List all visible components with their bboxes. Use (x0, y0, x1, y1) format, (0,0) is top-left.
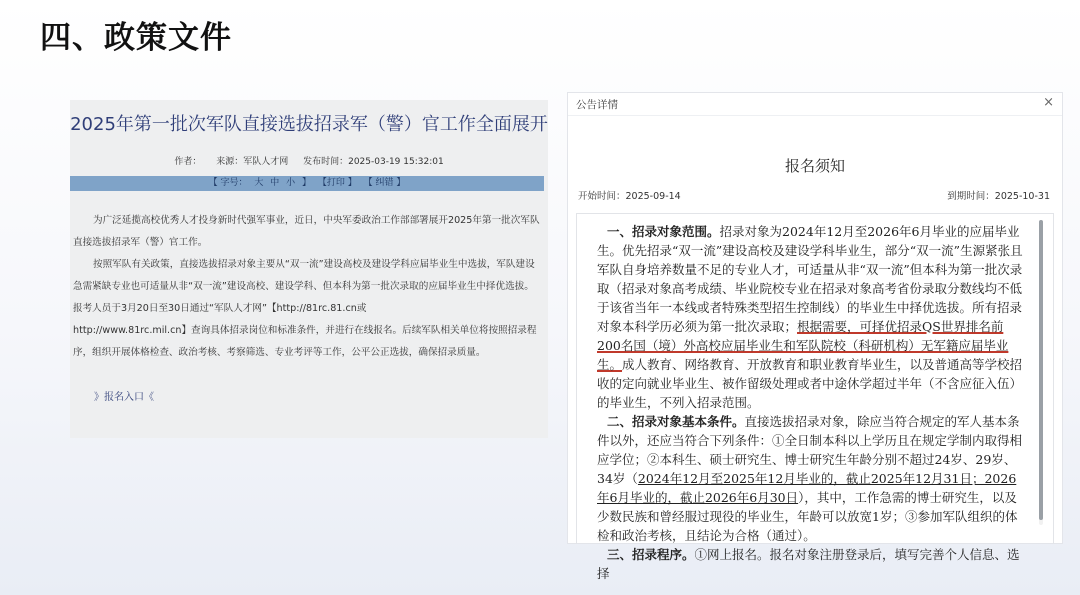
print-link[interactable]: 【打印 】 (317, 178, 357, 188)
section-1-text-end: 成人教育、网络教育、开放教育和职业教育毕业生，以及普通高等学校招收的定向就业毕业生、被作留级处理或者中途休学超过半年（不含应征入伍）的毕业生，不列入招录范围。 (597, 357, 1023, 410)
scrollbar[interactable] (1039, 220, 1043, 525)
section-2-title: 二、招录对象基本条件。 (607, 414, 745, 429)
scrollbar-thumb[interactable] (1039, 220, 1043, 520)
apply-entry-link[interactable]: 》报名入口《 (94, 392, 154, 403)
article-paragraph: 为广泛延揽高校优秀人才投身新时代强军事业，近日，中央军委政治工作部部署展开2025年第一批次军队直接选拔招录军（警）官工作。 (73, 215, 540, 248)
article-source: 来源：军队人才网 (216, 157, 289, 167)
notice-text (597, 222, 1025, 583)
end-time: 到期时间：2025-10-31 (947, 191, 1050, 202)
article-body (73, 210, 543, 364)
font-size-close-bracket: 】 (302, 178, 312, 188)
article-paragraph: 按照军队有关政策，直接选拔招录对象主要从“双一流”建设高校及建设学科应届毕业生中选拔，军队建设急需紧缺专业也可适量从非“双一流”建设高校、建设学科、但本科为第一批次录取的应届毕业生中择优选拔。报考人员于3月20日至30日通过“军队人才网”【http://81rc.81.cn或 (73, 259, 535, 314)
section-2 (597, 412, 1025, 545)
font-size-large-link[interactable]: 大 (254, 178, 264, 188)
font-size-label: 【 字号： (208, 178, 248, 188)
section-1-title: 一、招录对象范围。 (607, 224, 720, 239)
section-3-text: ①网上报名。报名对象注册登录后，填写完善个人信息、选择 (597, 547, 1020, 581)
article-toolbar (70, 176, 544, 191)
correction-link[interactable]: 【 纠错 】 (363, 178, 406, 188)
section-1-highlight: 根据需要，可择优招录QS世界排名前200名国（境）外高校应届毕业生和军队院校（科研机构）无军籍应届毕业生。 (597, 319, 1009, 372)
section-3 (597, 545, 1025, 583)
article-paragraph: http://www.81rc.mil.cn】查询具体招录岗位和标准条件，并进行在线报名。后续军队相关单位将按照招录程序，组织开展体格检查、政治考核、考察筛选、专业考评等工作，公平公正选拔，确保招录质量。 (73, 325, 537, 358)
notice-detail-dialog (567, 92, 1063, 581)
notice-heading: 报名须知 (784, 157, 845, 175)
section-2-text-end: ），其中，工作急需的博士研究生，以及少数民族和曾经服过现役的毕业生，年龄可以放宽1岁；③参加军队组织的体检和政治考核，且结论为合格（通过）。 (597, 490, 1018, 543)
section-2-text: 直接选拔招录对象，除应当符合规定的军人基本条件以外，还应当符合下列条件：①全日制本科以上学历且在规定学制内取得相应学位；②本科生、硕士研究生、博士研究生年龄分别不超过24岁、29岁、34岁（ (597, 414, 1023, 486)
article-published: 发布时间：2025-03-19 15:32:01 (303, 157, 444, 167)
section-3-title: 三、招录程序。 (607, 547, 695, 562)
article-title: 2025年第一批次军队直接选拔招录军（警）官工作全面展开 (70, 114, 548, 135)
dialog-header (568, 93, 1062, 116)
article-author: 作者： (174, 157, 202, 167)
notice-content[interactable] (576, 213, 1054, 581)
article-meta (70, 154, 548, 167)
section-2-underline: 2024年12月至2025年12月毕业的，截止2025年12月31日；2026年6月毕业的，截止2026年6月30日 (597, 471, 1017, 505)
section-1-text: 招录对象为2024年12月至2026年6月毕业的应届毕业生。优先招录“双一流”建设高校及建设学科毕业生，部分“双一流”生源紧张且军队自身培养数量不足的专业人才，可适量从非“双一流”但本科为第一批次录取（招录对象高考成绩、毕业院校专业在招录对象高考省份录取分数线均不低于该省当年一本线或者特殊类型招生控制线）的毕业生中择优选拔。所有招录对象本科学历必须为第一批次录取； (597, 224, 1023, 334)
section-1 (597, 222, 1025, 412)
slide-title: 四、政策文件 (40, 20, 232, 56)
dialog-title: 公告详情 (576, 99, 618, 111)
font-size-medium-link[interactable]: 中 (270, 178, 280, 188)
start-time: 开始时间：2025-09-14 (578, 191, 681, 202)
font-size-small-link[interactable]: 小 (286, 178, 296, 188)
news-article (70, 100, 548, 438)
close-icon[interactable]: × (1043, 95, 1054, 110)
